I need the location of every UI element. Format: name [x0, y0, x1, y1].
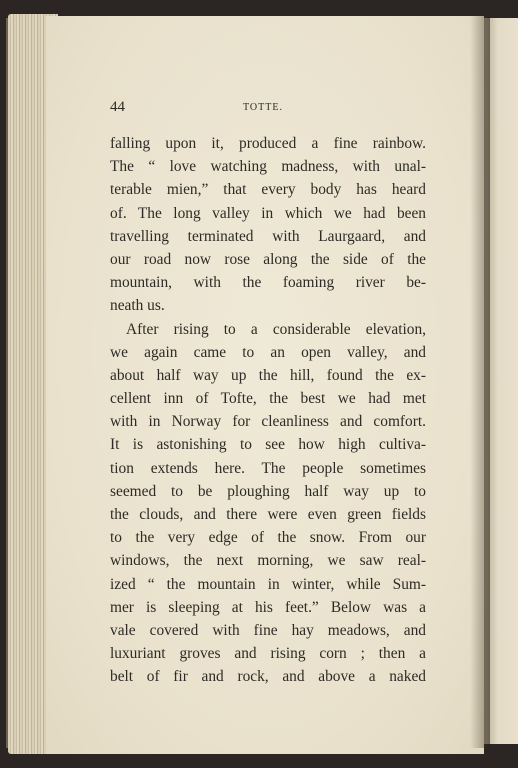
text-line: neath us.	[110, 297, 165, 315]
text-line: It is astonishing to see how high cultiva-	[110, 436, 426, 454]
text-line: our road now rose along the side of the	[110, 250, 426, 268]
text-line: The “ love watching madness, with unal-	[110, 158, 426, 176]
text-line: with in Norway for cleanliness and comfort.	[110, 413, 426, 431]
text-line: belt of fir and rock, and above a naked	[110, 668, 426, 686]
text-line: After rising to a considerable elevation,	[126, 320, 426, 338]
text-line: windows, the next morning, we saw real-	[110, 552, 426, 570]
text-line: luxuriant groves and rising corn ; then a	[110, 645, 426, 663]
text-line: vale covered with fine hay meadows, and	[110, 621, 426, 639]
text-line: we again came to an open valley, and	[110, 343, 426, 361]
text-line: terable mien,” that every body has heard	[110, 181, 426, 199]
page-header	[110, 99, 420, 119]
text-line: of. The long valley in which we had been	[110, 204, 426, 222]
text-line: falling upon it, produced a fine rainbow.	[110, 135, 426, 152]
text-line: mountain, with the foaming river be-	[110, 274, 426, 292]
spine-shadow	[470, 16, 490, 748]
body-text	[110, 132, 426, 689]
text-line: tion extends here. The people sometimes	[110, 459, 426, 477]
text-line: seemed to be ploughing half way up to	[110, 482, 426, 500]
text-line: travelling terminated with Laurgaard, and	[110, 227, 426, 245]
text-line: mer is sleeping at his feet.” Below was a	[110, 598, 426, 616]
page-number: 44	[110, 99, 125, 115]
running-title: TOTTE.	[243, 102, 283, 113]
text-line: to the very edge of the snow. From our	[110, 529, 426, 547]
text-line: ized “ the mountain in winter, while Sum-	[110, 575, 426, 593]
text-line: cellent inn of Tofte, the best we had met	[110, 390, 426, 408]
text-line: the clouds, and there were even green fields	[110, 506, 426, 523]
text-line: about half way up the hill, found the ex-	[110, 366, 426, 384]
